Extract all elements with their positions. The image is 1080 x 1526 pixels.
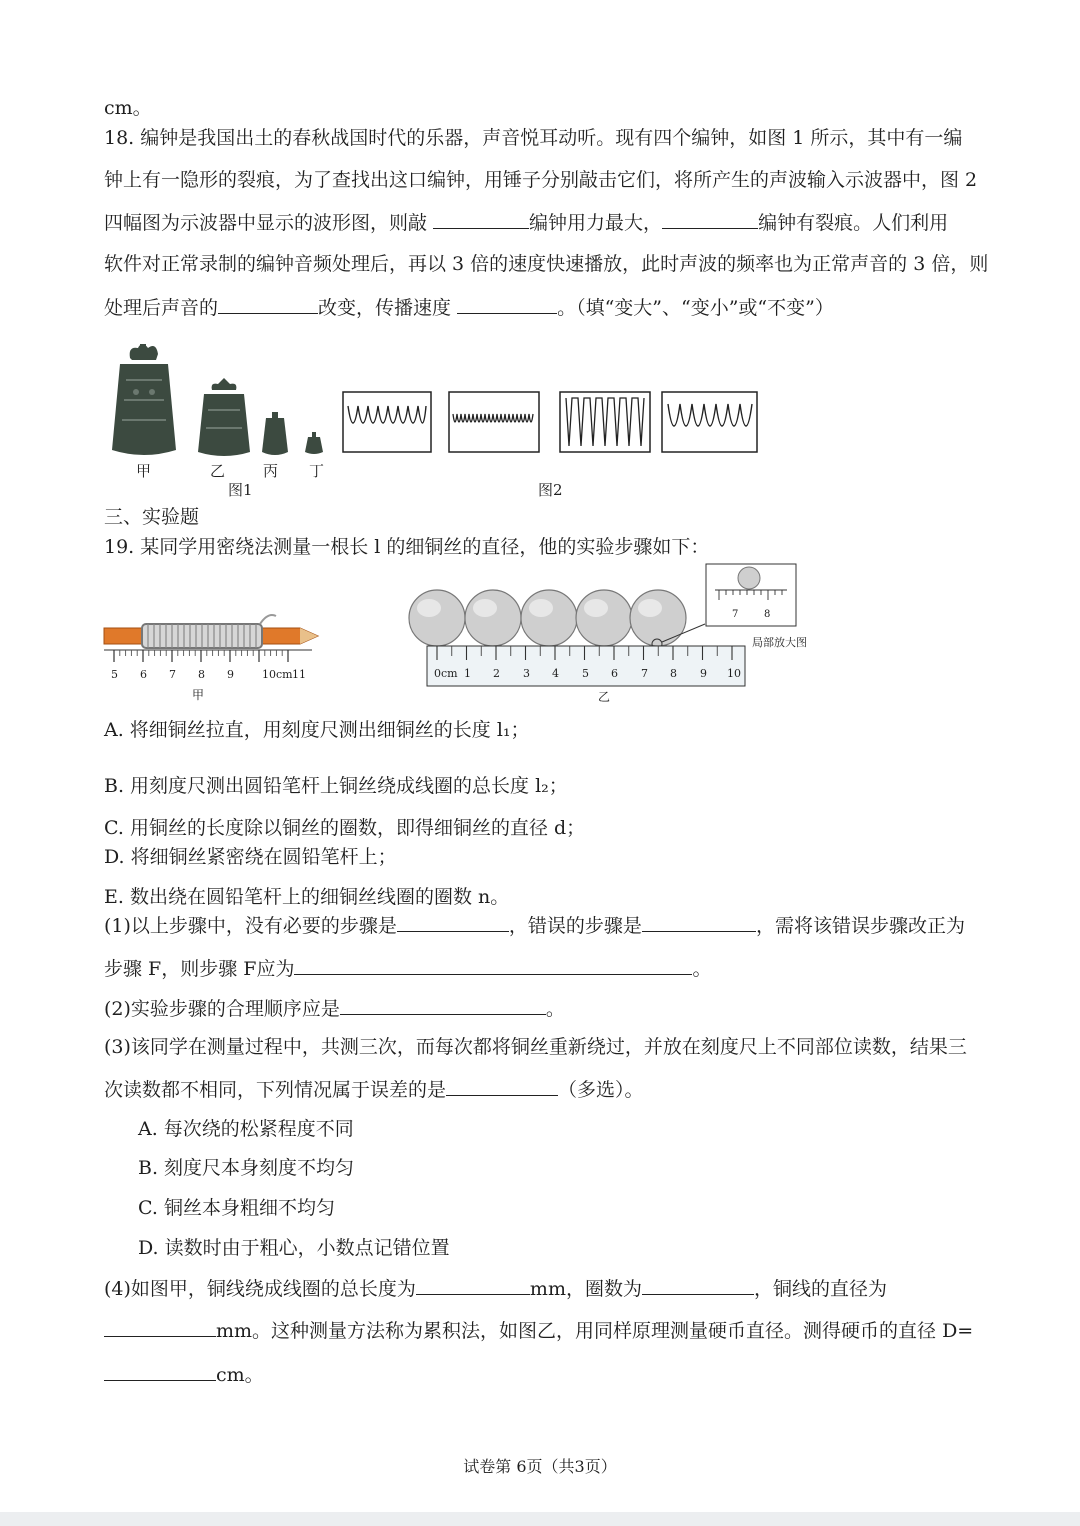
step-d: D. 将细铜丝紧密绕在圆铅笔杆上； — [104, 846, 397, 868]
yi-tick-9: 9 — [700, 667, 707, 680]
blank-wrong-step[interactable] — [642, 913, 756, 932]
waveform-2 — [449, 392, 539, 452]
blank-force-max[interactable] — [433, 210, 529, 229]
waveform-4 — [662, 392, 757, 452]
jia-tick-11: 11 — [292, 668, 306, 681]
option-b: B. 刻度尺本身刻度不均匀 — [138, 1157, 355, 1179]
q18-text-5b: 改变，传播速度 — [318, 297, 458, 319]
part-1-line-2 — [104, 956, 711, 981]
blank-coin-diameter[interactable] — [104, 1362, 216, 1381]
waveform-3 — [560, 392, 650, 452]
bell-jia — [112, 344, 176, 455]
figure-1-caption: 图1 — [228, 481, 253, 499]
option-d: D. 读数时由于粗心，小数点记错位置 — [138, 1237, 450, 1259]
step-e: E. 数出绕在圆铅笔杆上的细铜丝线圈的圈数 n。 — [104, 886, 510, 908]
bottom-strip — [0, 1512, 1080, 1526]
bell-label-bing: 丙 — [263, 462, 279, 480]
yi-tick-3: 3 — [523, 667, 530, 680]
part-2-text-b: 。 — [545, 998, 565, 1020]
part-3-line-2 — [104, 1077, 644, 1102]
yi-tick-1: 1 — [464, 667, 471, 680]
part-1-text-c: ，需将该错误步骤改正为 — [755, 915, 965, 937]
bell-yi — [198, 378, 250, 456]
inset-tick-7: 7 — [732, 609, 739, 620]
blank-turns[interactable] — [642, 1276, 754, 1295]
yi-tick-5: 5 — [582, 667, 589, 680]
part-4-text-d: mm。这种测量方法称为累积法，如图乙，用同样原理测量硬币直径。测得硬币的直径 D= — [216, 1320, 974, 1342]
part-1-text-e: 。 — [692, 958, 712, 980]
q18-text-3a: 四幅图为示波器中显示的波形图，则敲 — [104, 212, 434, 234]
blank-wire-diameter[interactable] — [104, 1318, 216, 1337]
step-a: A. 将细铜丝拉直，用刻度尺测出细铜丝的长度 l₁； — [104, 719, 530, 741]
q18-text-5c: 。（填“变大”、“变小”或“不变”） — [557, 297, 834, 319]
part-3-line-1: (3)该同学在测量过程中，共测三次，而每次都将铜丝重新绕过，并放在刻度尺上不同部位读数，结果三 — [104, 1036, 967, 1058]
bell-label-ding: 丁 — [309, 462, 325, 480]
bell-bing — [262, 412, 288, 455]
q18-line-1: 18. 编钟是我国出土的春秋战国时代的乐器，声音悦耳动听。现有四个编钟，如图 1 所示，其中有一编 — [104, 127, 963, 149]
part-1-line-1 — [104, 913, 965, 938]
yi-tick-10: 10 — [727, 667, 741, 680]
q18-text-3c: 编钟有裂痕。人们利用 — [758, 212, 949, 234]
section-3-title: 三、实验题 — [104, 506, 200, 528]
jia-tick-6: 6 — [140, 668, 147, 681]
page-footer: 试卷第 6页（共3页） — [463, 1457, 617, 1476]
blank-coil-length[interactable] — [416, 1276, 530, 1295]
blank-unnecessary-step[interactable] — [397, 913, 509, 932]
yi-tick-7: 7 — [641, 667, 648, 680]
q18-text-5a: 处理后声音的 — [104, 297, 219, 319]
q18-text-3b: 编钟用力最大， — [529, 212, 663, 234]
inset-tick-8: 8 — [764, 609, 771, 620]
part-3-text-c: （多选）。 — [558, 1079, 644, 1101]
figure-1-bells — [100, 340, 340, 480]
part-4-text-e: cm。 — [216, 1364, 264, 1386]
part-1-text-d: 步骤 F，则步骤 F应为 — [104, 958, 295, 980]
jia-tick-9: 9 — [227, 668, 234, 681]
q18-line-5 — [104, 295, 834, 320]
bell-label-yi: 乙 — [210, 462, 226, 480]
yi-tick-4: 4 — [552, 667, 559, 680]
blank-cracked[interactable] — [662, 210, 758, 229]
q19-intro: 19. 某同学用密绕法测量一根长 l 的细铜丝的直径，他的实验步骤如下： — [104, 536, 710, 558]
yi-tick-2: 2 — [493, 667, 500, 680]
step-c: C. 用铜丝的长度除以铜丝的圈数，即得细铜丝的直径 d； — [104, 817, 586, 839]
part-1-text-a: (1)以上步骤中，没有必要的步骤是 — [104, 915, 397, 937]
blank-speed[interactable] — [457, 295, 557, 314]
part-4-text-b: mm，圈数为 — [529, 1278, 642, 1300]
part-4-line-2 — [104, 1318, 973, 1343]
line-cm: cm。 — [104, 97, 152, 119]
jia-tick-7: 7 — [169, 668, 176, 681]
yi-tick-0cm: 0cm — [434, 667, 458, 680]
part-3-text-b: 次读数都不相同，下列情况属于误差的是 — [104, 1079, 447, 1101]
step-b: B. 用刻度尺测出圆铅笔杆上铜丝绕成线圈的总长度 l₂； — [104, 775, 568, 797]
part-1-text-b: ，错误的步骤是 — [508, 915, 642, 937]
part-2-text-a: (2)实验步骤的合理顺序应是 — [104, 998, 340, 1020]
jia-tick-10cm: 10cm — [262, 668, 293, 681]
part-2-line — [104, 996, 565, 1021]
option-a: A. 每次绕的松紧程度不同 — [138, 1118, 354, 1140]
jia-tick-5: 5 — [111, 668, 118, 681]
bell-ding — [305, 432, 323, 454]
blank-error-choice[interactable] — [446, 1077, 558, 1096]
figure-2-caption: 图2 — [538, 481, 563, 499]
option-c: C. 铜丝本身粗细不均匀 — [138, 1197, 335, 1219]
figure-2-waveforms — [340, 390, 760, 456]
part-4-line-1 — [104, 1276, 887, 1301]
part-4-line-3 — [104, 1362, 264, 1387]
coins — [409, 590, 686, 646]
bell-label-jia: 甲 — [136, 462, 152, 480]
figure-jia-label: 甲 — [192, 688, 205, 702]
blank-step-f[interactable] — [294, 956, 692, 975]
blank-order[interactable] — [340, 996, 546, 1015]
q18-line-3 — [104, 210, 948, 235]
q18-line-4: 软件对正常录制的编钟音频处理后，再以 3 倍的速度快速播放，此时声波的频率也为正常声音的 3 倍，则 — [104, 253, 989, 275]
yi-tick-6: 6 — [611, 667, 618, 680]
waveform-1 — [343, 392, 431, 452]
figure-yi-label: 乙 — [598, 690, 611, 704]
jia-tick-8: 8 — [198, 668, 205, 681]
part-4-text-a: (4)如图甲，铜线绕成线圈的总长度为 — [104, 1278, 416, 1300]
yi-tick-8: 8 — [670, 667, 677, 680]
q18-line-2: 钟上有一隐形的裂痕，为了查找出这口编钟，用锤子分别敲击它们，将所产生的声波输入示波器中，图 2 — [104, 169, 978, 191]
inset-caption: 局部放大图 — [752, 636, 807, 649]
part-4-text-c: ，铜线的直径为 — [753, 1278, 887, 1300]
blank-changed[interactable] — [218, 295, 318, 314]
